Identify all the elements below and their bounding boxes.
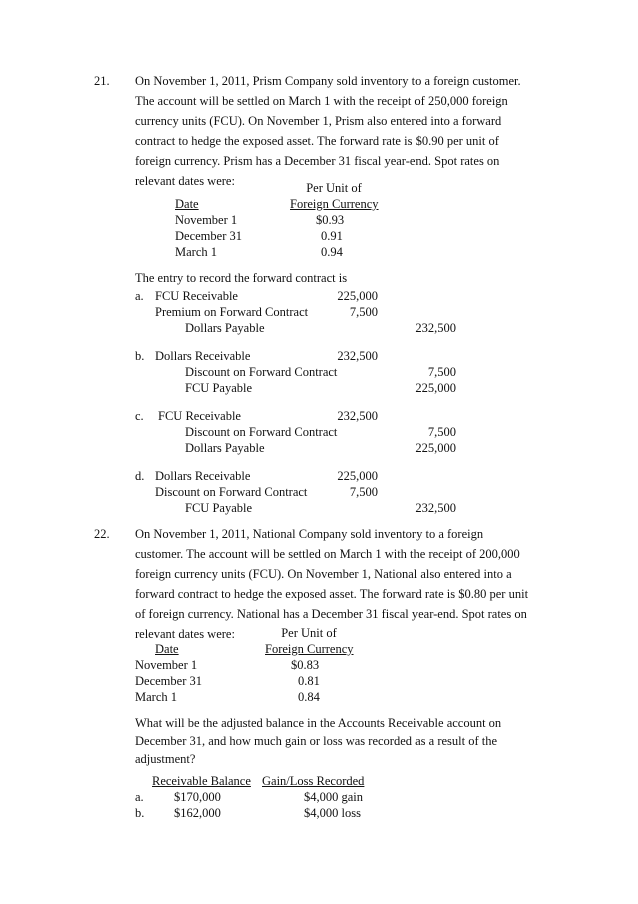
q21-line: currency units (FCU). On November 1, Prism also entered into a forward [135,114,502,128]
table-cell-date: December 31 [135,674,202,688]
entry-account: Discount on Forward Contract [155,485,308,499]
entry-account: FCU Receivable [158,409,241,423]
q21-line: contract to hedge the exposed asset. The forward rate is $0.90 per unit of [135,134,499,148]
entry-account: FCU Payable [185,501,253,515]
q22-line: relevant dates were: [135,627,235,641]
entry-credit: 7,500 [427,365,456,379]
table-cell-date: November 1 [175,213,238,227]
answer-balance: $162,000 [174,806,221,820]
q21-number: 21. [94,74,110,88]
entry-account: Dollars Receivable [155,469,251,483]
table-header-date: Date [175,197,199,211]
q22-prompt-line: adjustment? [135,752,196,766]
answer-gainloss: $4,000 gain [304,790,364,804]
table-header-date: Date [155,642,179,656]
option-label: b. [135,349,145,363]
table-cell-date: November 1 [135,658,198,672]
q21-line: On November 1, 2011, Prism Company sold inventory to a foreign customer. [135,74,521,88]
entry-credit: 232,500 [415,321,456,335]
q21-prompt: The entry to record the forward contract is [135,271,348,285]
table-header-top: Per Unit of [281,626,337,640]
entry-debit: 232,500 [337,409,378,423]
q22-line: On November 1, 2011, National Company sold inventory to a foreign [135,527,484,541]
table-cell-rate: 0.91 [321,229,343,243]
q22-line: of foreign currency. National has a December 31 fiscal year-end. Spot rates on [135,607,527,621]
entry-credit: 232,500 [415,501,456,515]
option-label: c. [135,409,144,423]
answer-balance: $170,000 [174,790,221,804]
table-cell-rate: 0.84 [298,690,320,704]
table-cell-date: March 1 [135,690,177,704]
option-label: b. [135,806,145,820]
entry-debit: 225,000 [337,469,378,483]
table-cell-rate: $0.83 [291,658,320,672]
q22-number: 22. [94,527,110,541]
table-header-rate: Foreign Currency [265,642,354,656]
q22-line: customer. The account will be settled on March 1 with the receipt of 200,000 [135,547,520,561]
entry-account: Dollars Payable [185,441,265,455]
q21-line: foreign currency. Prism has a December 31 fiscal year-end. Spot rates on [135,154,500,168]
entry-account: Discount on Forward Contract [185,365,338,379]
table-cell-rate: $0.93 [316,213,345,227]
entry-account: Dollars Payable [185,321,265,335]
option-label: a. [135,790,144,804]
entry-account: FCU Receivable [155,289,238,303]
entry-debit: 232,500 [337,349,378,363]
entry-account: Premium on Forward Contract [155,305,309,319]
answer-header-gainloss: Gain/Loss Recorded [262,774,365,788]
table-cell-rate: 0.81 [298,674,320,688]
entry-debit: 7,500 [349,305,378,319]
table-header-rate: Foreign Currency [290,197,379,211]
option-label: d. [135,469,145,483]
entry-account: Discount on Forward Contract [185,425,338,439]
entry-account: Dollars Receivable [155,349,251,363]
q21-line: relevant dates were: [135,174,235,188]
answer-header-balance: Receivable Balance [152,774,251,788]
entry-credit: 225,000 [415,441,456,455]
q22-line: foreign currency units (FCU). On November 1, National also entered into a [135,567,512,581]
table-cell-date: March 1 [175,245,217,259]
answer-gainloss: $4,000 loss [304,806,361,820]
q22-line: forward contract to hedge the exposed asset. The forward rate is $0.80 per unit [135,587,529,601]
table-header-top: Per Unit of [306,181,362,195]
entry-debit: 7,500 [349,485,378,499]
entry-account: FCU Payable [185,381,253,395]
q21-line: The account will be settled on March 1 with the receipt of 250,000 foreign [135,94,508,108]
table-cell-rate: 0.94 [321,245,343,259]
option-label: a. [135,289,144,303]
entry-credit: 225,000 [415,381,456,395]
entry-credit: 7,500 [427,425,456,439]
q22-prompt-line: What will be the adjusted balance in the Accounts Receivable account on [135,716,502,730]
table-cell-date: December 31 [175,229,242,243]
entry-debit: 225,000 [337,289,378,303]
q22-prompt-line: December 31, and how much gain or loss was recorded as a result of the [135,734,498,748]
